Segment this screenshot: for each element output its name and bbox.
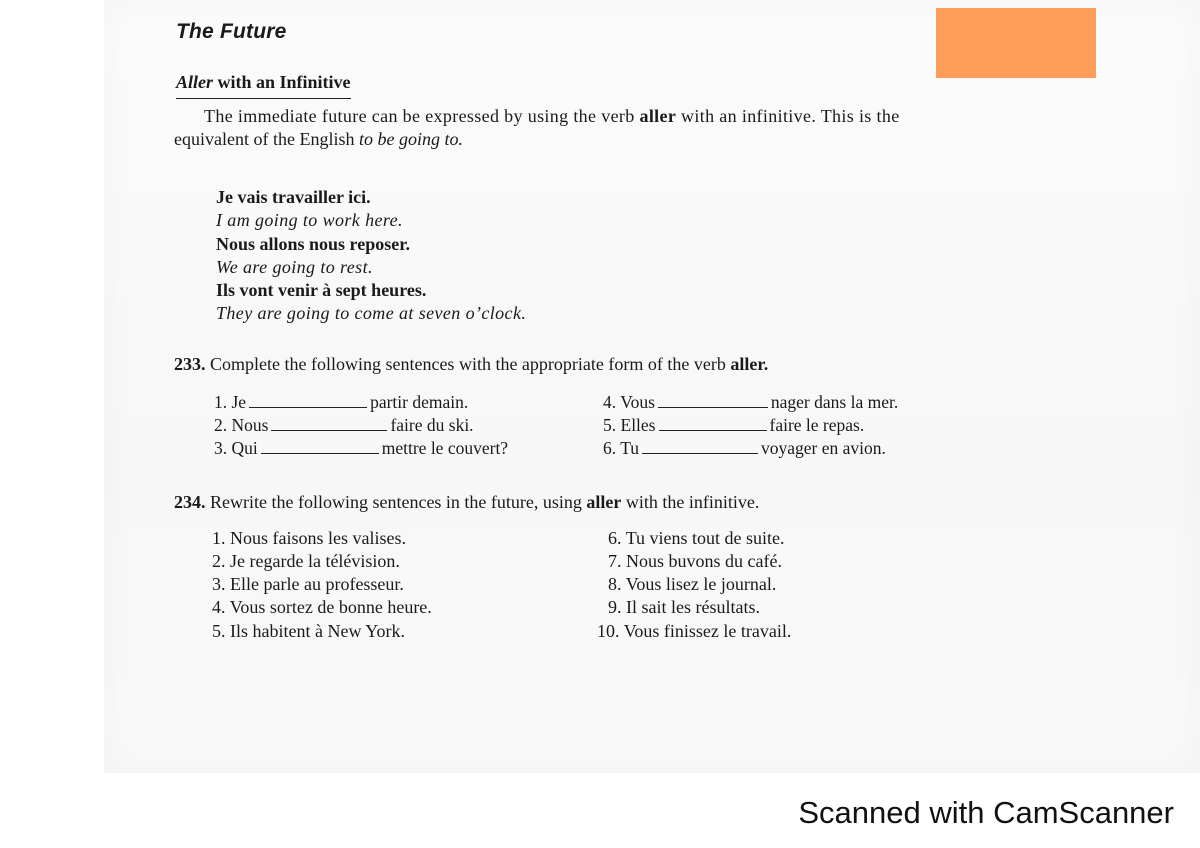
orange-sticky-note <box>936 8 1096 78</box>
exercise-234-item <box>212 621 405 642</box>
example-english: They are going to come at seven o’clock. <box>216 303 527 324</box>
intro-paragraph <box>174 105 1034 151</box>
scanner-watermark: Scanned with CamScanner <box>798 795 1174 830</box>
answer-blank <box>249 394 367 408</box>
section-heading-rest: with an Infinitive <box>213 72 351 92</box>
exercise-234-item <box>608 574 776 595</box>
exercise-234-item <box>608 551 782 572</box>
exercise-234-item <box>597 621 791 642</box>
section-heading <box>176 72 351 99</box>
item-rest: partir demain. <box>370 392 469 412</box>
item-rest: nager dans la mer. <box>770 392 899 412</box>
section-heading-italic: Aller <box>176 72 214 92</box>
exercise-234-heading <box>174 492 759 513</box>
item-rest: voyager en avion. <box>761 438 886 458</box>
item-number: 7. <box>608 551 622 571</box>
item-subject: Je <box>231 392 247 412</box>
item-text: Vous finissez le travail. <box>623 621 792 641</box>
exercise-233-item <box>603 392 898 413</box>
exercise-233-item <box>603 438 886 459</box>
item-rest: faire du ski. <box>390 415 474 435</box>
item-subject: Qui <box>231 438 258 458</box>
item-number: 3. <box>212 574 226 594</box>
answer-blank <box>642 440 758 454</box>
intro-italic-phrase: to be going to. <box>358 129 463 149</box>
item-number: 1. <box>212 528 226 548</box>
item-text: Tu viens tout de suite. <box>625 528 785 548</box>
example-sentences <box>216 186 526 326</box>
item-number: 8. <box>608 574 622 594</box>
item-text: Vous sortez de bonne heure. <box>229 597 432 617</box>
item-subject: Vous <box>620 392 655 412</box>
item-rest: mettre le couvert? <box>381 438 509 458</box>
item-number: 3. <box>214 438 228 458</box>
item-text: Vous lisez le journal. <box>625 574 777 594</box>
answer-blank <box>659 417 767 431</box>
item-text: Ils habitent à New York. <box>230 621 405 641</box>
exercise-233-item <box>214 392 468 413</box>
item-number: 6. <box>608 528 622 548</box>
item-text: Nous buvons du café. <box>626 551 782 571</box>
answer-blank <box>261 440 379 454</box>
item-number: 4. <box>212 597 226 617</box>
intro-line-1 <box>174 105 1034 128</box>
intro-bold-verb: aller <box>639 106 677 126</box>
item-text: Je regarde la télévision. <box>230 551 400 571</box>
exercise-234-item <box>608 597 760 618</box>
item-number: 4. <box>603 392 617 412</box>
item-text: Nous faisons les valises. <box>230 528 406 548</box>
exercise-instruction: with the infinitive. <box>621 492 760 512</box>
exercise-number: 233. <box>174 354 206 374</box>
intro-text: equivalent of the English <box>174 129 359 149</box>
item-subject: Tu <box>620 438 640 458</box>
exercise-instruction: Rewrite the following sentences in the future, using <box>205 492 587 512</box>
item-number: 6. <box>603 438 617 458</box>
item-number: 9. <box>608 597 622 617</box>
exercise-234-item <box>212 574 404 595</box>
example-french: Ils vont venir à sept heures. <box>216 280 427 301</box>
example-french: Je vais travailler ici. <box>216 187 371 207</box>
intro-text: with an infinitive. This is the <box>676 106 900 126</box>
item-number: 5. <box>603 415 617 435</box>
item-number: 2. <box>212 551 226 571</box>
exercise-234-item <box>212 597 432 618</box>
exercise-instruction: Complete the following sentences with the appropriate form of the verb <box>205 354 731 374</box>
exercise-number: 234. <box>174 492 206 512</box>
exercise-instruction-bold: aller <box>586 492 622 512</box>
item-text: Elle parle au professeur. <box>230 574 404 594</box>
item-number: 2. <box>214 415 228 435</box>
exercise-234-item <box>608 528 785 549</box>
exercise-234-item <box>212 528 406 549</box>
item-text: Il sait les résultats. <box>626 597 760 617</box>
exercise-instruction-bold: aller. <box>730 354 769 374</box>
intro-line-2 <box>174 128 1034 151</box>
item-subject: Elles <box>620 415 656 435</box>
exercise-233-item <box>214 415 474 436</box>
exercise-233-item <box>214 438 508 459</box>
example-english: I am going to work here. <box>216 210 403 231</box>
item-rest: faire le repas. <box>769 415 865 435</box>
item-number: 10. <box>597 621 620 641</box>
exercise-233-heading <box>174 354 768 375</box>
item-subject: Nous <box>231 415 269 435</box>
example-english: We are going to rest. <box>216 256 373 277</box>
exercise-233-item <box>603 415 864 436</box>
example-french: Nous allons nous reposer. <box>216 233 411 254</box>
exercise-234-item <box>212 551 400 572</box>
answer-blank <box>658 394 768 408</box>
answer-blank <box>271 417 387 431</box>
intro-text: The immediate future can be expressed by using the verb <box>204 106 640 126</box>
item-number: 1. <box>214 392 228 412</box>
item-number: 5. <box>212 621 226 641</box>
chapter-title: The Future <box>176 20 287 43</box>
